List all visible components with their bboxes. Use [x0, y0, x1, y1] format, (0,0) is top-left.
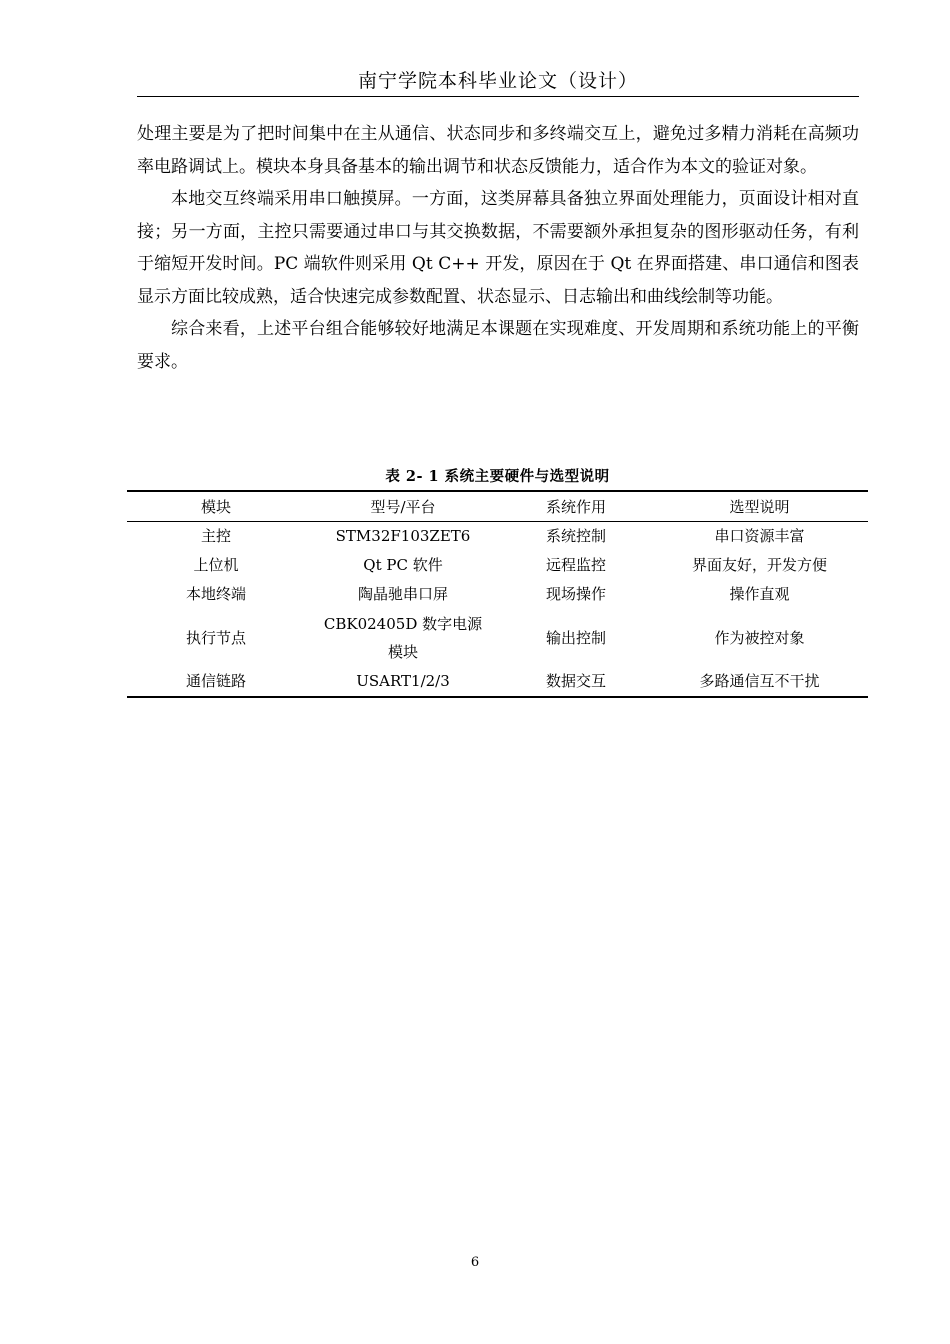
- header-selection-note: 选型说明: [729, 498, 790, 516]
- page-number: 6: [470, 1255, 480, 1270]
- table-cell: 现场操作: [545, 585, 606, 603]
- table-cell: 多路通信互不干扰: [699, 672, 820, 690]
- paragraph-1: 处理主要是为了把时间集中在主从通信、状态同步和多终端交互上，避免过多精力消耗在高频功率电路调试上。模块本身具备基本的输出调节和状态反馈能力，适合作为本文的验证对象。: [137, 124, 859, 177]
- body-text: [137, 118, 859, 378]
- table-cell: CBK02405D 数字电源模块: [323, 615, 483, 661]
- hardware-selection-table: [127, 490, 868, 698]
- table-cell: 本地终端: [185, 585, 246, 603]
- table-cell: 作为被控对象: [714, 628, 805, 647]
- page-header-title: 南宁学院本科毕业论文（设计）: [357, 70, 638, 92]
- table-cell: 数据交互: [545, 672, 606, 690]
- table-cell: 远程监控: [545, 556, 606, 574]
- table-cell: 输出控制: [545, 628, 606, 647]
- table-cell: 通信链路: [185, 672, 246, 690]
- paragraph-3: 综合来看，上述平台组合能够较好地满足本课题在实现难度、开发周期和系统功能上的平衡要求。: [137, 319, 859, 372]
- table-row: [127, 522, 868, 552]
- header-model-platform: 型号/平台: [370, 498, 436, 516]
- table-caption: 表 2- 1 系统主要硬件与选型说明: [385, 468, 610, 485]
- table-row: [127, 580, 868, 609]
- table-row: [127, 667, 868, 697]
- table-row: [127, 609, 868, 667]
- table-cell: 主控: [200, 527, 231, 545]
- table-cell: 串口资源丰富: [714, 527, 805, 545]
- table-cell: 陶晶驰串口屏: [357, 585, 448, 603]
- table-cell: STM32F103ZET6: [335, 527, 471, 545]
- header-system-role: 系统作用: [545, 498, 606, 516]
- table-row: [127, 551, 868, 580]
- table-cell: 执行节点: [185, 628, 246, 647]
- table-cell: 操作直观: [729, 585, 790, 603]
- table-cell: 上位机: [193, 556, 239, 574]
- header-module: 模块: [200, 498, 231, 516]
- table-cell: 系统控制: [545, 527, 606, 545]
- header-divider: [137, 96, 859, 97]
- table-cell: USART1/2/3: [356, 672, 450, 690]
- table-cell: 界面友好，开发方便: [691, 556, 827, 574]
- paragraph-2: 本地交互终端采用串口触摸屏。一方面，这类屏幕具备独立界面处理能力，页面设计相对直接；另一方面，主控只需要通过串口与其交换数据，不需要额外承担复杂的图形驱动任务，有利于缩短开发时间。PC 端软件则采用 Qt C++ 开发，原因在于 Qt 在界面搭建、串口通信和图表显示方面比较成熟，适合快速完成参数配置、状态显示、日志输出和曲线绘制等功能。: [137, 189, 859, 307]
- table-cell: Qt PC 软件: [363, 556, 443, 574]
- table-header-row: [127, 491, 868, 522]
